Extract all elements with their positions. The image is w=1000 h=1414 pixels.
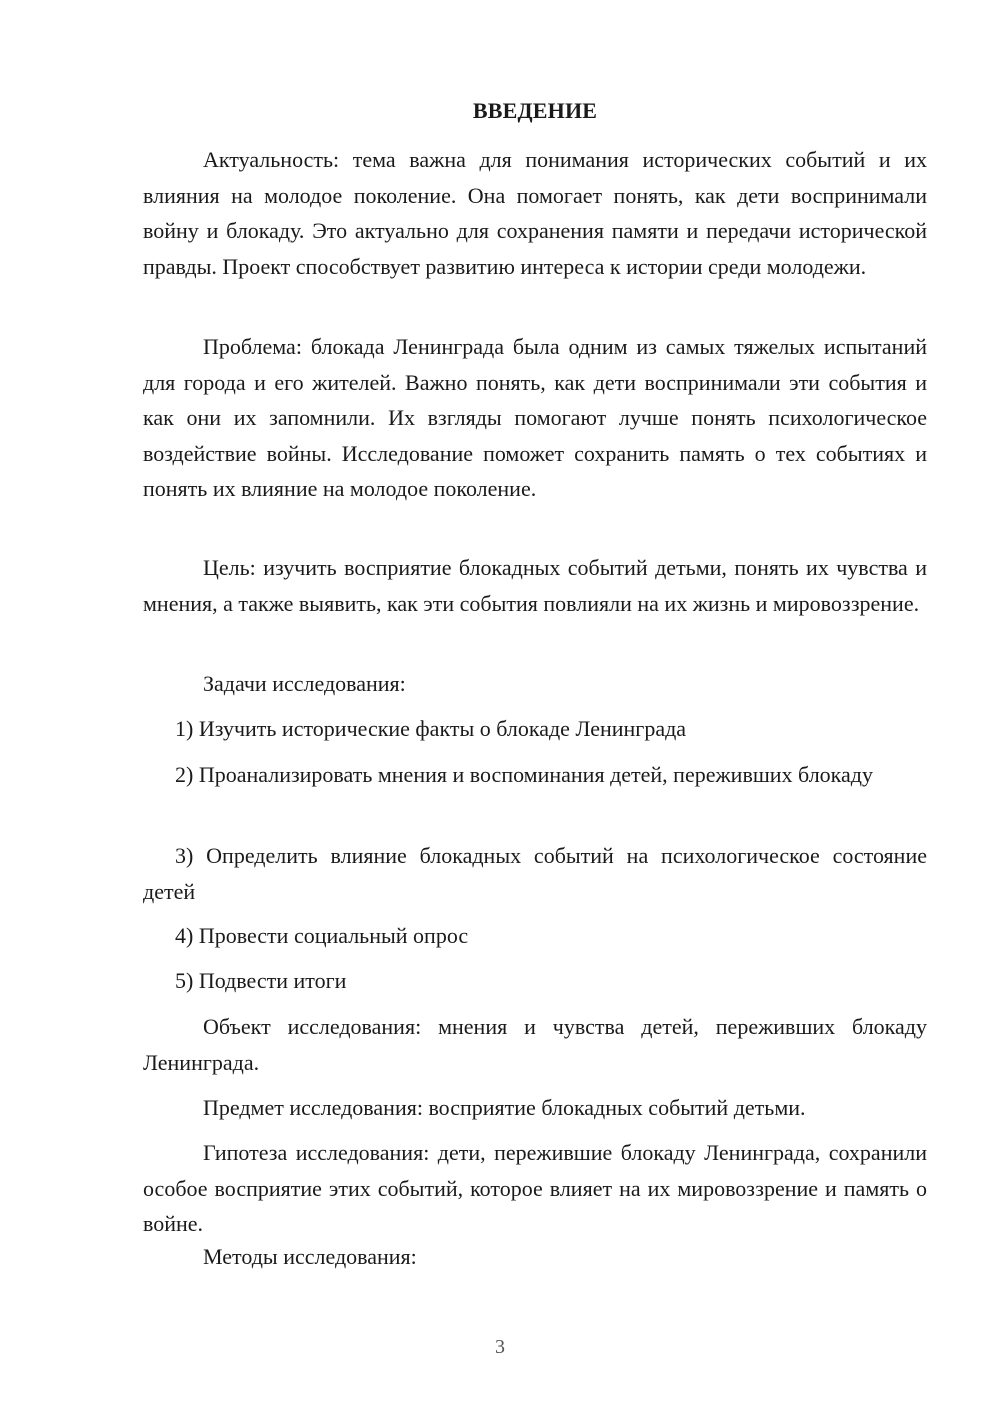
task-item-5: 5) Подвести итоги xyxy=(175,968,347,993)
paragraph-goal: Цель: изучить восприятие блокадных событий детьми, понять их чувства и мнения, а также выявить, как эти события повлияли на их жизнь и мировоззрение. xyxy=(143,555,927,616)
task-item-3: 3) Определить влияние блокадных событий на психологическое состояние детей xyxy=(143,843,927,904)
task-item-1: 1) Изучить исторические факты о блокаде Ленинграда xyxy=(175,716,687,741)
paragraph-object: Объект исследования: мнения и чувства детей, переживших блокаду Ленинграда. xyxy=(143,1014,927,1075)
task-item-4: 4) Провести социальный опрос xyxy=(175,923,469,948)
page-number: 3 xyxy=(495,1336,505,1358)
page-title: ВВЕДЕНИЕ xyxy=(472,98,598,123)
tasks-heading: Задачи исследования: xyxy=(203,671,406,696)
paragraph-hypothesis: Гипотеза исследования: дети, пережившие блокаду Ленинграда, сохранили особое восприятие этих событий, которое влияет на их мировоззрение и память о войне. xyxy=(143,1140,927,1236)
methods-heading: Методы исследования: xyxy=(203,1244,417,1269)
paragraph-problem: Проблема: блокада Ленинграда была одним из самых тяжелых испытаний для города и его жителей. Важно понять, как дети воспринимали эти события и как они их запомнили. Их взгляды помогают лучше понять психологическое воздействие войны. Исследование поможет сохранить память о тех событиях и понять их влияние на молодое поколение. xyxy=(143,334,927,501)
task-item-2: 2) Проанализировать мнения и воспоминания детей, переживших блокаду xyxy=(175,762,873,787)
paragraph-relevance: Актуальность: тема важна для понимания исторических событий и их влияния на молодое поколение. Она помогает понять, как дети воспринимали войну и блокаду. Это актуально для сохранения памяти и передачи исторической правды. Проект способствует развитию интереса к истории среди молодежи. xyxy=(143,147,927,279)
paragraph-subject: Предмет исследования: восприятие блокадных событий детьми. xyxy=(203,1095,806,1120)
